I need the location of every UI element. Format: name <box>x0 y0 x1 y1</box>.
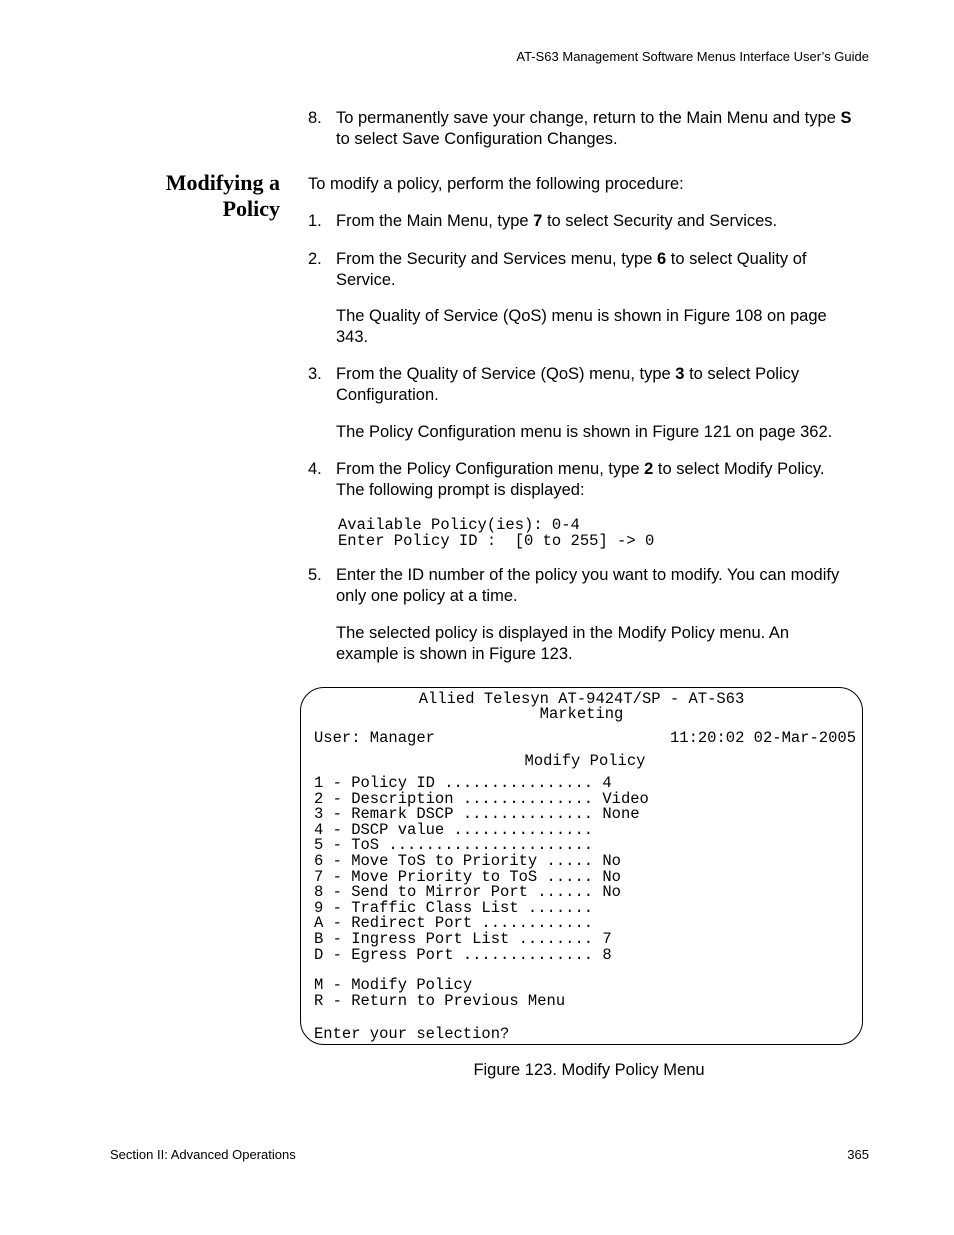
menu-action: R - Return to Previous Menu <box>314 991 566 1010</box>
menu-option: 8 - Send to Mirror Port ...... No <box>314 883 621 902</box>
section-heading-line: Policy <box>222 196 280 221</box>
menu-option: 3 - Remark DSCP .............. None <box>314 805 640 824</box>
step-text: to select Policy <box>684 365 800 383</box>
step-8-text <box>336 108 871 149</box>
menu-options <box>314 776 649 963</box>
page-header: AT-S63 Management Software Menus Interface User’s Guide <box>516 49 869 64</box>
note-text: 343. <box>336 327 369 346</box>
step-text: to select Save Configuration Changes. <box>336 129 618 148</box>
note-text: The selected policy is displayed in the Modify Policy menu. An <box>336 624 790 642</box>
key-number: 7 <box>533 212 543 230</box>
step-2-text <box>336 249 871 290</box>
step-5-text <box>336 565 871 606</box>
menu-option: 9 - Traffic Class List ....... <box>314 898 594 917</box>
key-number: 3 <box>675 365 685 383</box>
footer-section: Section II: Advanced Operations <box>110 1147 296 1162</box>
step-number: 4. <box>308 460 322 478</box>
step-text: to select Quality of <box>666 250 807 268</box>
step-text: The following prompt is displayed: <box>336 480 585 499</box>
menu-actions <box>314 978 565 1009</box>
menu-title: Modify Policy <box>524 752 646 770</box>
step-text: Service. <box>336 270 396 289</box>
step-3-text <box>336 364 871 405</box>
step-number: 1. <box>308 212 322 230</box>
menu-action: M - Modify Policy <box>314 976 473 994</box>
step-text: only one policy at a time. <box>336 586 518 605</box>
step-text: From the Quality of Service (QoS) menu, type <box>336 365 676 383</box>
key-number: 2 <box>644 460 654 478</box>
intro-text: To modify a policy, perform the following procedure: <box>308 175 684 193</box>
section-heading <box>110 170 280 222</box>
step-2-note <box>336 306 871 347</box>
menu-option: 4 - DSCP value ............... <box>314 820 594 839</box>
step-5-note <box>336 623 871 664</box>
step-text: From the Security and Services menu, type <box>336 250 657 268</box>
step-text: to select Modify Policy. <box>653 460 825 478</box>
step-3-note: The Policy Configuration menu is shown in Figure 121 on page 362. <box>336 423 833 441</box>
step-number: 2. <box>308 250 322 268</box>
menu-option: 7 - Move Priority to ToS ..... No <box>314 867 621 886</box>
step-text: Configuration. <box>336 385 439 404</box>
menu-option: 6 - Move ToS to Priority ..... No <box>314 851 621 870</box>
key-number: 6 <box>656 250 667 268</box>
page-number: 365 <box>847 1147 869 1162</box>
key-letter: S <box>840 109 852 127</box>
menu-option: D - Egress Port .............. 8 <box>314 945 612 964</box>
code-line: Available Policy(ies): 0-4 <box>338 516 580 534</box>
step-number: 5. <box>308 566 322 584</box>
note-text: The Quality of Service (QoS) menu is shown in Figure 108 on page <box>336 307 827 325</box>
step-number: 8. <box>308 109 322 127</box>
step-4-text <box>336 459 871 500</box>
step-text: Enter the ID number of the policy you want to modify. You can modify <box>336 566 840 584</box>
location: Marketing <box>539 705 624 723</box>
step-text: to select Security and Services. <box>542 212 778 230</box>
menu-option: 2 - Description .............. Video <box>314 789 649 808</box>
step-text: To permanently save your change, return to the Main Menu and type <box>336 109 841 127</box>
menu-option: B - Ingress Port List ........ 7 <box>314 929 612 948</box>
selection-prompt: Enter your selection? <box>314 1025 510 1043</box>
menu-option: 1 - Policy ID ................ 4 <box>314 774 612 792</box>
note-text: example is shown in Figure 123. <box>336 644 573 663</box>
prompt-code-block <box>338 518 654 549</box>
section-heading-line: Modifying a <box>165 170 280 195</box>
step-text: From the Policy Configuration menu, type <box>336 460 645 478</box>
step-number: 3. <box>308 365 322 383</box>
system-name: Allied Telesyn AT-9424T/SP - AT-S63 <box>418 690 745 708</box>
figure-caption: Figure 123. Modify Policy Menu <box>473 1061 705 1079</box>
menu-option: 5 - ToS ...................... <box>314 836 594 855</box>
user-label: User: Manager <box>314 729 435 747</box>
datetime: 11:20:02 02-Mar-2005 <box>669 729 856 747</box>
menu-option: A - Redirect Port ............ <box>314 914 594 933</box>
step-1-text <box>336 211 871 232</box>
step-text: From the Main Menu, type <box>336 212 534 230</box>
code-line: Enter Policy ID : [0 to 255] -> 0 <box>338 531 655 550</box>
